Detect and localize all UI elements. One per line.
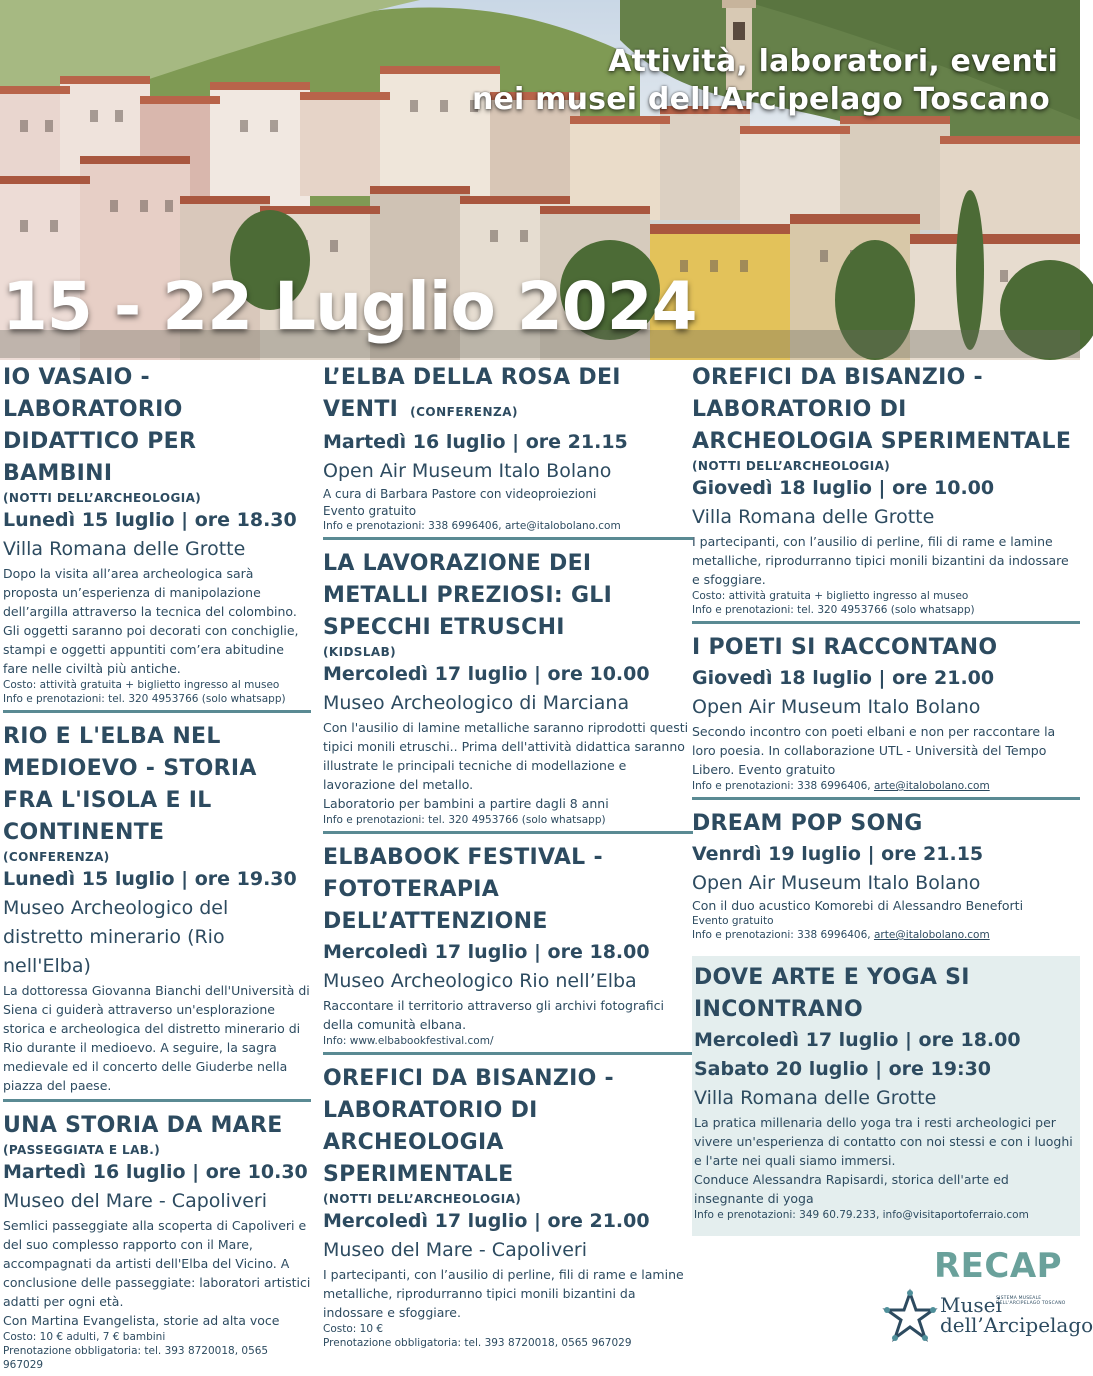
event-description: La pratica millenaria dello yoga tra i resti archeologici per vivere un'esperienza di contatto con noi stessi e con i luoghi e l'arte nei quali siamo immersi. (694, 1115, 1073, 1168)
hero-subtitle-line2: nei musei dell'Arcipelago Toscano (471, 82, 1050, 117)
event-extra: Con Martina Evangelista, storie ad alta voce (3, 1313, 280, 1328)
event-info: Prenotazione obbligatoria: tel. 393 8720018, 0565 967029 (3, 1345, 269, 1371)
event-date: Venrdì 19 luglio | ore 21.15 (692, 843, 984, 865)
event-date: Lunedì 15 luglio | ore 19.30 (3, 868, 297, 890)
event-note: Laboratorio per bambini a partire dagli 8 anni (323, 796, 609, 811)
events-column-2 (323, 362, 693, 1354)
event-description: Secondo incontro con poeti elbani e non per raccontare la loro poesia. In collaborazione UTL - Università del Tempo Libero. Evento gratuito (692, 724, 1056, 777)
event-title: IO VASAIO - LABORATORIO DIDATTICO PER BAMBINI (3, 365, 197, 486)
event-info (692, 779, 1080, 793)
event-info: Info e prenotazioni: tel. 320 4953766 (solo whatsapp) (323, 814, 606, 826)
event-cost: Costo: attività gratuita + biglietto ingresso al museo (3, 679, 280, 691)
event-arte-e-yoga (692, 956, 1080, 1236)
event-tag: (NOTTI DELL’ARCHEOLOGIA) (3, 491, 202, 505)
event-title-text: L’ELBA DELLA ROSA DEI VENTI (323, 365, 621, 422)
event-description: Raccontare il territorio attraverso gli archivi fotografici della comunità elbana. (323, 998, 664, 1032)
event-orefici-capoliveri (323, 1063, 693, 1354)
event-place: Museo Archeologico di Marciana (323, 692, 630, 714)
email-link[interactable]: arte@italobolano.com (873, 929, 990, 941)
event-elba-rosa-venti (323, 362, 693, 540)
event-date-2: Sabato 20 luglio | ore 19:30 (694, 1058, 992, 1080)
event-dream-pop-song (692, 808, 1080, 946)
hero-subtitle-line1: Attività, laboratori, eventi (608, 44, 1058, 79)
event-description-2: Conduce Alessandra Rapisardi, storica dell'arte ed insegnante di yoga (694, 1172, 1009, 1206)
event-title: DOVE ARTE E YOGA SI INCONTRANO (694, 965, 970, 1022)
logo-text-line1: Musei (940, 1293, 1002, 1317)
event-storia-da-mare (3, 1110, 311, 1376)
event-date: Lunedì 15 luglio | ore 18.30 (3, 509, 297, 531)
event-date: Martedì 16 luglio | ore 21.15 (323, 431, 628, 453)
event-date: Mercoledì 17 luglio | ore 21.00 (323, 1210, 650, 1232)
event-cost: Costo: 10 € adulti, 7 € bambini (3, 1331, 166, 1343)
event-description: Semlici passeggiate alla scoperta di Capoliveri e del suo complesso rapporto con il Mare, accompagnati da artisti dell'Elba del Vicino. A conclusione delle passeggiate: laboratori artistici adatti per ogni età. (3, 1218, 311, 1309)
musei-arcipelago-logo (884, 1290, 1093, 1342)
event-tag: (KIDSLAB) (323, 645, 397, 659)
event-title: I POETI SI RACCONTANO (692, 635, 998, 660)
event-date: Mercoledì 17 luglio | ore 10.00 (323, 663, 650, 685)
event-cost: Costo: 10 € (323, 1323, 384, 1335)
event-info (692, 928, 1080, 942)
event-info-text: Info e prenotazioni: 338 6996406, (692, 929, 874, 941)
logo-small-text: SISTEMA MUSEALE DELL'ARCIPELAGO TOSCANO (996, 1296, 1066, 1306)
event-info: Prenotazione obbligatoria: tel. 393 8720018, 0565 967029 (323, 1337, 632, 1349)
event-info: Info e prenotazioni: tel. 320 4953766 (solo whatsapp) (3, 693, 286, 705)
event-description: I partecipanti, con l’ausilio di perline, fili di rame e lamine metalliche, riprodurranno tipici monili bizantini da indossare e sfoggiare. (323, 1267, 684, 1320)
event-metalli-preziosi (323, 548, 693, 834)
event-cost: Costo: attività gratuita + biglietto ingresso al museo (692, 590, 969, 602)
event-date: Giovedì 18 luglio | ore 21.00 (692, 667, 995, 689)
event-place: Villa Romana delle Grotte (692, 506, 935, 528)
event-title: LA LAVORAZIONE DEI METALLI PREZIOSI: GLI SPECCHI ETRUSCHI (323, 551, 613, 640)
event-date: Giovedì 18 luglio | ore 10.00 (692, 477, 995, 499)
event-tag: (CONFERENZA) (3, 850, 110, 864)
event-place: Open Air Museum Italo Bolano (692, 696, 981, 718)
event-place: Museo Archeologico del distretto minerario (Rio nell'Elba) (3, 897, 229, 977)
event-place: Open Air Museum Italo Bolano (692, 872, 981, 894)
event-title: DREAM POP SONG (692, 811, 923, 836)
event-place: Villa Romana delle Grotte (694, 1087, 937, 1109)
event-tag: (NOTTI DELL’ARCHEOLOGIA) (692, 459, 891, 473)
event-info: Info e prenotazioni: 338 6996406, arte@italobolano.com (323, 520, 621, 532)
events-column-1 (3, 362, 311, 1376)
event-description: I partecipanti, con l’ausilio di perline, fili di rame e lamine metalliche, riprodurranno tipici monili bizantini da indossare e sfoggiare. (692, 534, 1069, 587)
event-description: A cura di Barbara Pastore con videoproiezioni (323, 487, 597, 501)
event-rio-medioevo (3, 721, 311, 1102)
event-info: Info: www.elbabookfestival.com/ (323, 1035, 494, 1047)
hero-date-range: 15 - 22 Luglio 2024 (2, 268, 697, 345)
event-tag: (PASSEGGIATA E LAB.) (3, 1143, 161, 1157)
recap-label: RECAP (934, 1246, 1063, 1286)
event-note: Evento gratuito (323, 504, 417, 518)
event-place: Museo del Mare - Capoliveri (3, 1190, 267, 1212)
event-tag: (NOTTI DELL’ARCHEOLOGIA) (323, 1192, 522, 1206)
event-title: OREFICI DA BISANZIO - LABORATORIO DI ARCHEOLOGIA SPERIMENTALE (692, 365, 1072, 454)
event-info-text: Info e prenotazioni: 338 6996406, (692, 780, 874, 792)
event-title: RIO E L'ELBA NEL MEDIOEVO - STORIA FRA L'ISOLA E IL CONTINENTE (3, 724, 257, 845)
event-io-vasaio (3, 362, 311, 713)
event-date: Mercoledì 17 luglio | ore 18.00 (694, 1029, 1021, 1051)
event-orefici-villa-romana (692, 362, 1080, 624)
event-date: Martedì 16 luglio | ore 10.30 (3, 1161, 308, 1183)
event-place: Museo del Mare - Capoliveri (323, 1239, 587, 1261)
event-tag: (CONFERENZA) (410, 405, 519, 419)
event-description: La dottoressa Giovanna Bianchi dell'Università di Siena ci guiderà attraverso un'esplorazione storica e archeologica del distretto minerario di Rio durante il medioevo. A seguire, la sagra medievale ed il concerto delle Giuderbe nella piazza del paese. (3, 983, 310, 1093)
event-title (323, 362, 693, 428)
event-info: Info e prenotazioni: tel. 320 4953766 (solo whatsapp) (692, 604, 975, 616)
event-description: Con il duo acustico Komorebi di Alessandro Beneforti (692, 898, 1024, 913)
logo-text-line2: dell’Arcipelago (940, 1313, 1093, 1337)
event-elbabook-festival (323, 842, 693, 1055)
event-poeti-si-raccontano (692, 632, 1080, 800)
event-info: Info e prenotazioni: 349 60.79.233, info@visitaportoferraio.com (694, 1209, 1029, 1221)
event-place: Villa Romana delle Grotte (3, 538, 246, 560)
event-date: Mercoledì 17 luglio | ore 18.00 (323, 941, 650, 963)
event-title: ELBABOOK FESTIVAL - FOTOTERAPIA DELL’ATTENZIONE (323, 845, 603, 934)
hero-banner (0, 0, 1080, 358)
event-place: Museo Archeologico Rio nell’Elba (323, 970, 637, 992)
event-note: Evento gratuito (692, 915, 774, 927)
star-logo-icon (884, 1290, 936, 1342)
event-description: Con l'ausilio di lamine metalliche saranno riprodotti questi tipici monili etruschi.. Prima dell'attività didattica saranno illustrate le principali tecniche di modellazione e lavorazione del metallo. (323, 720, 689, 792)
email-link[interactable]: arte@italobolano.com (873, 780, 990, 792)
event-title: OREFICI DA BISANZIO - LABORATORIO DI ARCHEOLOGIA SPERIMENTALE (323, 1066, 614, 1187)
event-title: UNA STORIA DA MARE (3, 1113, 283, 1138)
event-description: Dopo la visita all’area archeologica sarà proposta un’esperienza di manipolazione dell’argilla attraverso la tecnica del colombino. Gli oggetti saranno poi decorati con conchiglie, stampi e oggetti appuntiti com’era abitudine fare nelle civiltà più antiche. (3, 566, 299, 676)
event-place: Open Air Museum Italo Bolano (323, 460, 612, 482)
events-column-3 (692, 362, 1080, 1236)
